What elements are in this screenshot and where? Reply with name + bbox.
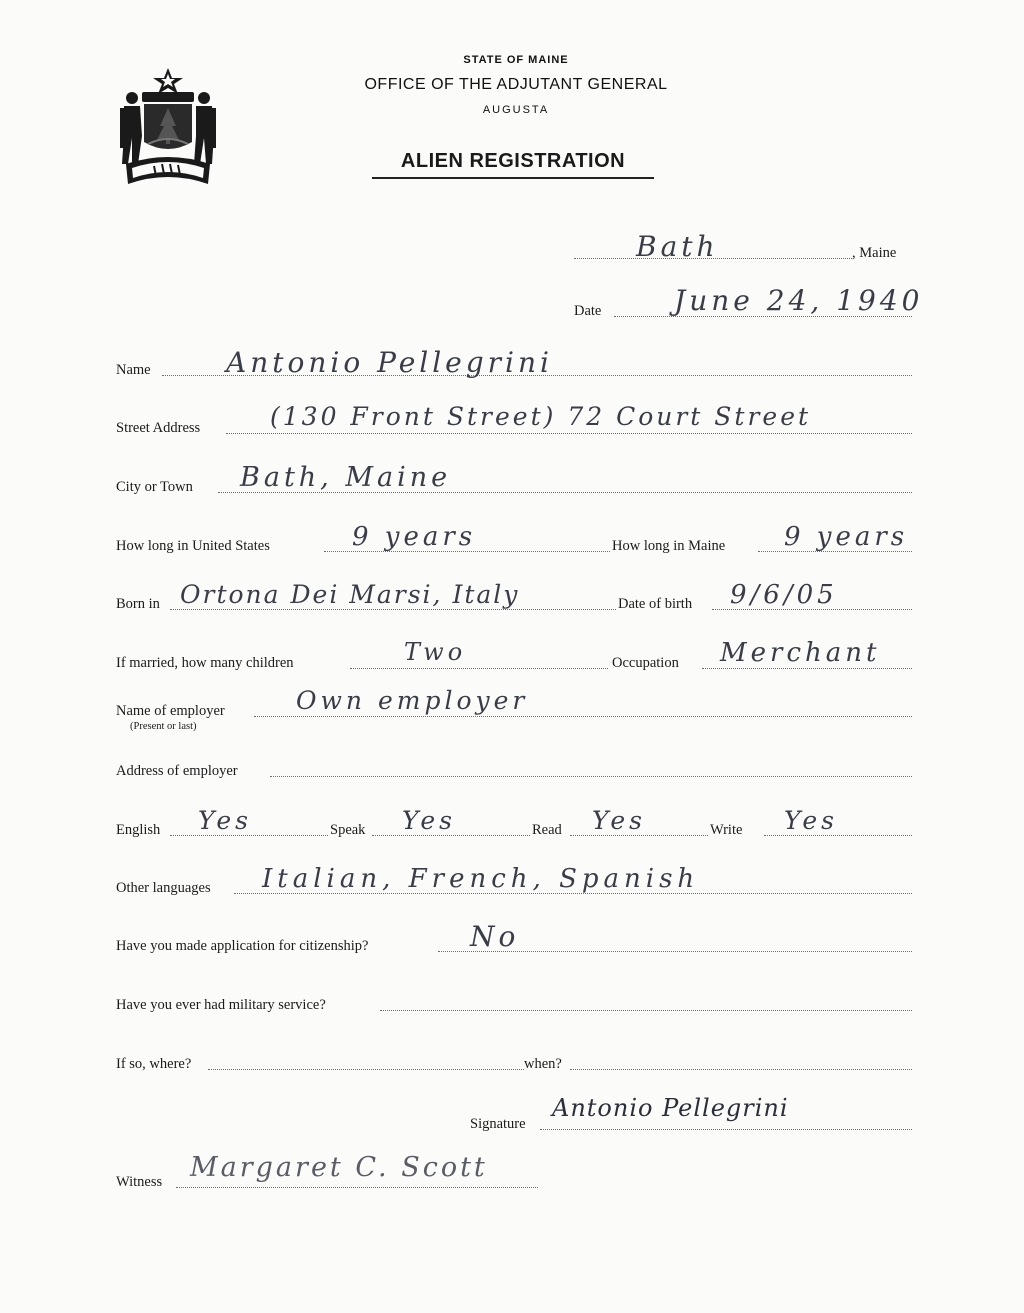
occupation-line bbox=[702, 668, 912, 669]
employer-value: Own employer bbox=[296, 686, 529, 715]
born-in-value: Ortona Dei Marsi, Italy bbox=[180, 580, 520, 609]
read-label: Read bbox=[532, 822, 562, 838]
signature-line bbox=[540, 1129, 912, 1130]
maine-state-seal-icon bbox=[112, 64, 224, 192]
other-languages-value: Italian, French, Spanish bbox=[262, 864, 700, 894]
english-line bbox=[170, 835, 328, 836]
date-value: June 24, 1940 bbox=[674, 284, 924, 317]
speak-line bbox=[372, 835, 530, 836]
read-value: Yes bbox=[592, 806, 646, 835]
street-address-line bbox=[226, 433, 912, 434]
where-line bbox=[208, 1069, 524, 1070]
witness-line bbox=[176, 1187, 538, 1188]
read-line bbox=[570, 835, 708, 836]
children-value: Two bbox=[404, 638, 467, 666]
date-of-birth-value: 9/6/05 bbox=[730, 580, 838, 610]
occupation-label: Occupation bbox=[612, 655, 679, 671]
employer-line bbox=[254, 716, 912, 717]
employer-address-label: Address of employer bbox=[116, 763, 238, 779]
how-long-us-value: 9 years bbox=[352, 522, 477, 552]
speak-value: Yes bbox=[402, 806, 456, 835]
place-suffix: , Maine bbox=[852, 245, 897, 261]
write-label: Write bbox=[710, 822, 743, 838]
name-value: Antonio Pellegrini bbox=[226, 346, 553, 379]
header-city: AUGUSTA bbox=[482, 104, 550, 116]
where-label: If so, where? bbox=[116, 1056, 192, 1072]
header-office: OFFICE OF THE ADJUTANT GENERAL bbox=[364, 76, 668, 93]
children-line bbox=[350, 668, 608, 669]
when-label: when? bbox=[524, 1056, 562, 1072]
witness-value: Margaret C. Scott bbox=[190, 1152, 488, 1183]
other-languages-label: Other languages bbox=[116, 880, 211, 896]
write-line bbox=[764, 835, 912, 836]
employer-address-line bbox=[270, 776, 912, 777]
how-long-maine-value: 9 years bbox=[784, 522, 909, 552]
write-value: Yes bbox=[784, 806, 838, 835]
street-address-value: (130 Front Street) 72 Court Street bbox=[270, 402, 812, 431]
when-line bbox=[570, 1069, 912, 1070]
english-label: English bbox=[116, 822, 161, 838]
place-value: Bath bbox=[636, 230, 719, 263]
header-state: STATE OF MAINE bbox=[463, 54, 569, 66]
how-long-maine-label: How long in Maine bbox=[612, 538, 726, 554]
citizenship-label: Have you made application for citizenship? bbox=[116, 938, 369, 954]
born-in-label: Born in bbox=[116, 596, 160, 612]
date-label: Date bbox=[574, 303, 602, 319]
city-label: City or Town bbox=[116, 479, 193, 495]
form-title: ALIEN REGISTRATION bbox=[372, 150, 654, 179]
witness-label: Witness bbox=[116, 1174, 163, 1190]
english-value: Yes bbox=[198, 806, 252, 835]
street-address-label: Street Address bbox=[116, 420, 201, 436]
signature-value: Antonio Pellegrini bbox=[552, 1094, 789, 1122]
name-label: Name bbox=[116, 362, 151, 378]
military-label: Have you ever had military service? bbox=[116, 997, 326, 1013]
signature-label: Signature bbox=[470, 1116, 526, 1132]
citizenship-value: No bbox=[470, 920, 520, 953]
speak-label: Speak bbox=[330, 822, 366, 838]
employer-sublabel: (Present or last) bbox=[130, 721, 197, 732]
date-of-birth-label: Date of birth bbox=[618, 596, 693, 612]
how-long-us-label: How long in United States bbox=[116, 538, 270, 554]
military-line bbox=[380, 1010, 912, 1011]
city-value: Bath, Maine bbox=[240, 462, 452, 493]
occupation-value: Merchant bbox=[720, 638, 881, 668]
employer-label: Name of employer bbox=[116, 703, 225, 719]
children-label: If married, how many children bbox=[116, 655, 294, 671]
born-in-line bbox=[170, 609, 616, 610]
